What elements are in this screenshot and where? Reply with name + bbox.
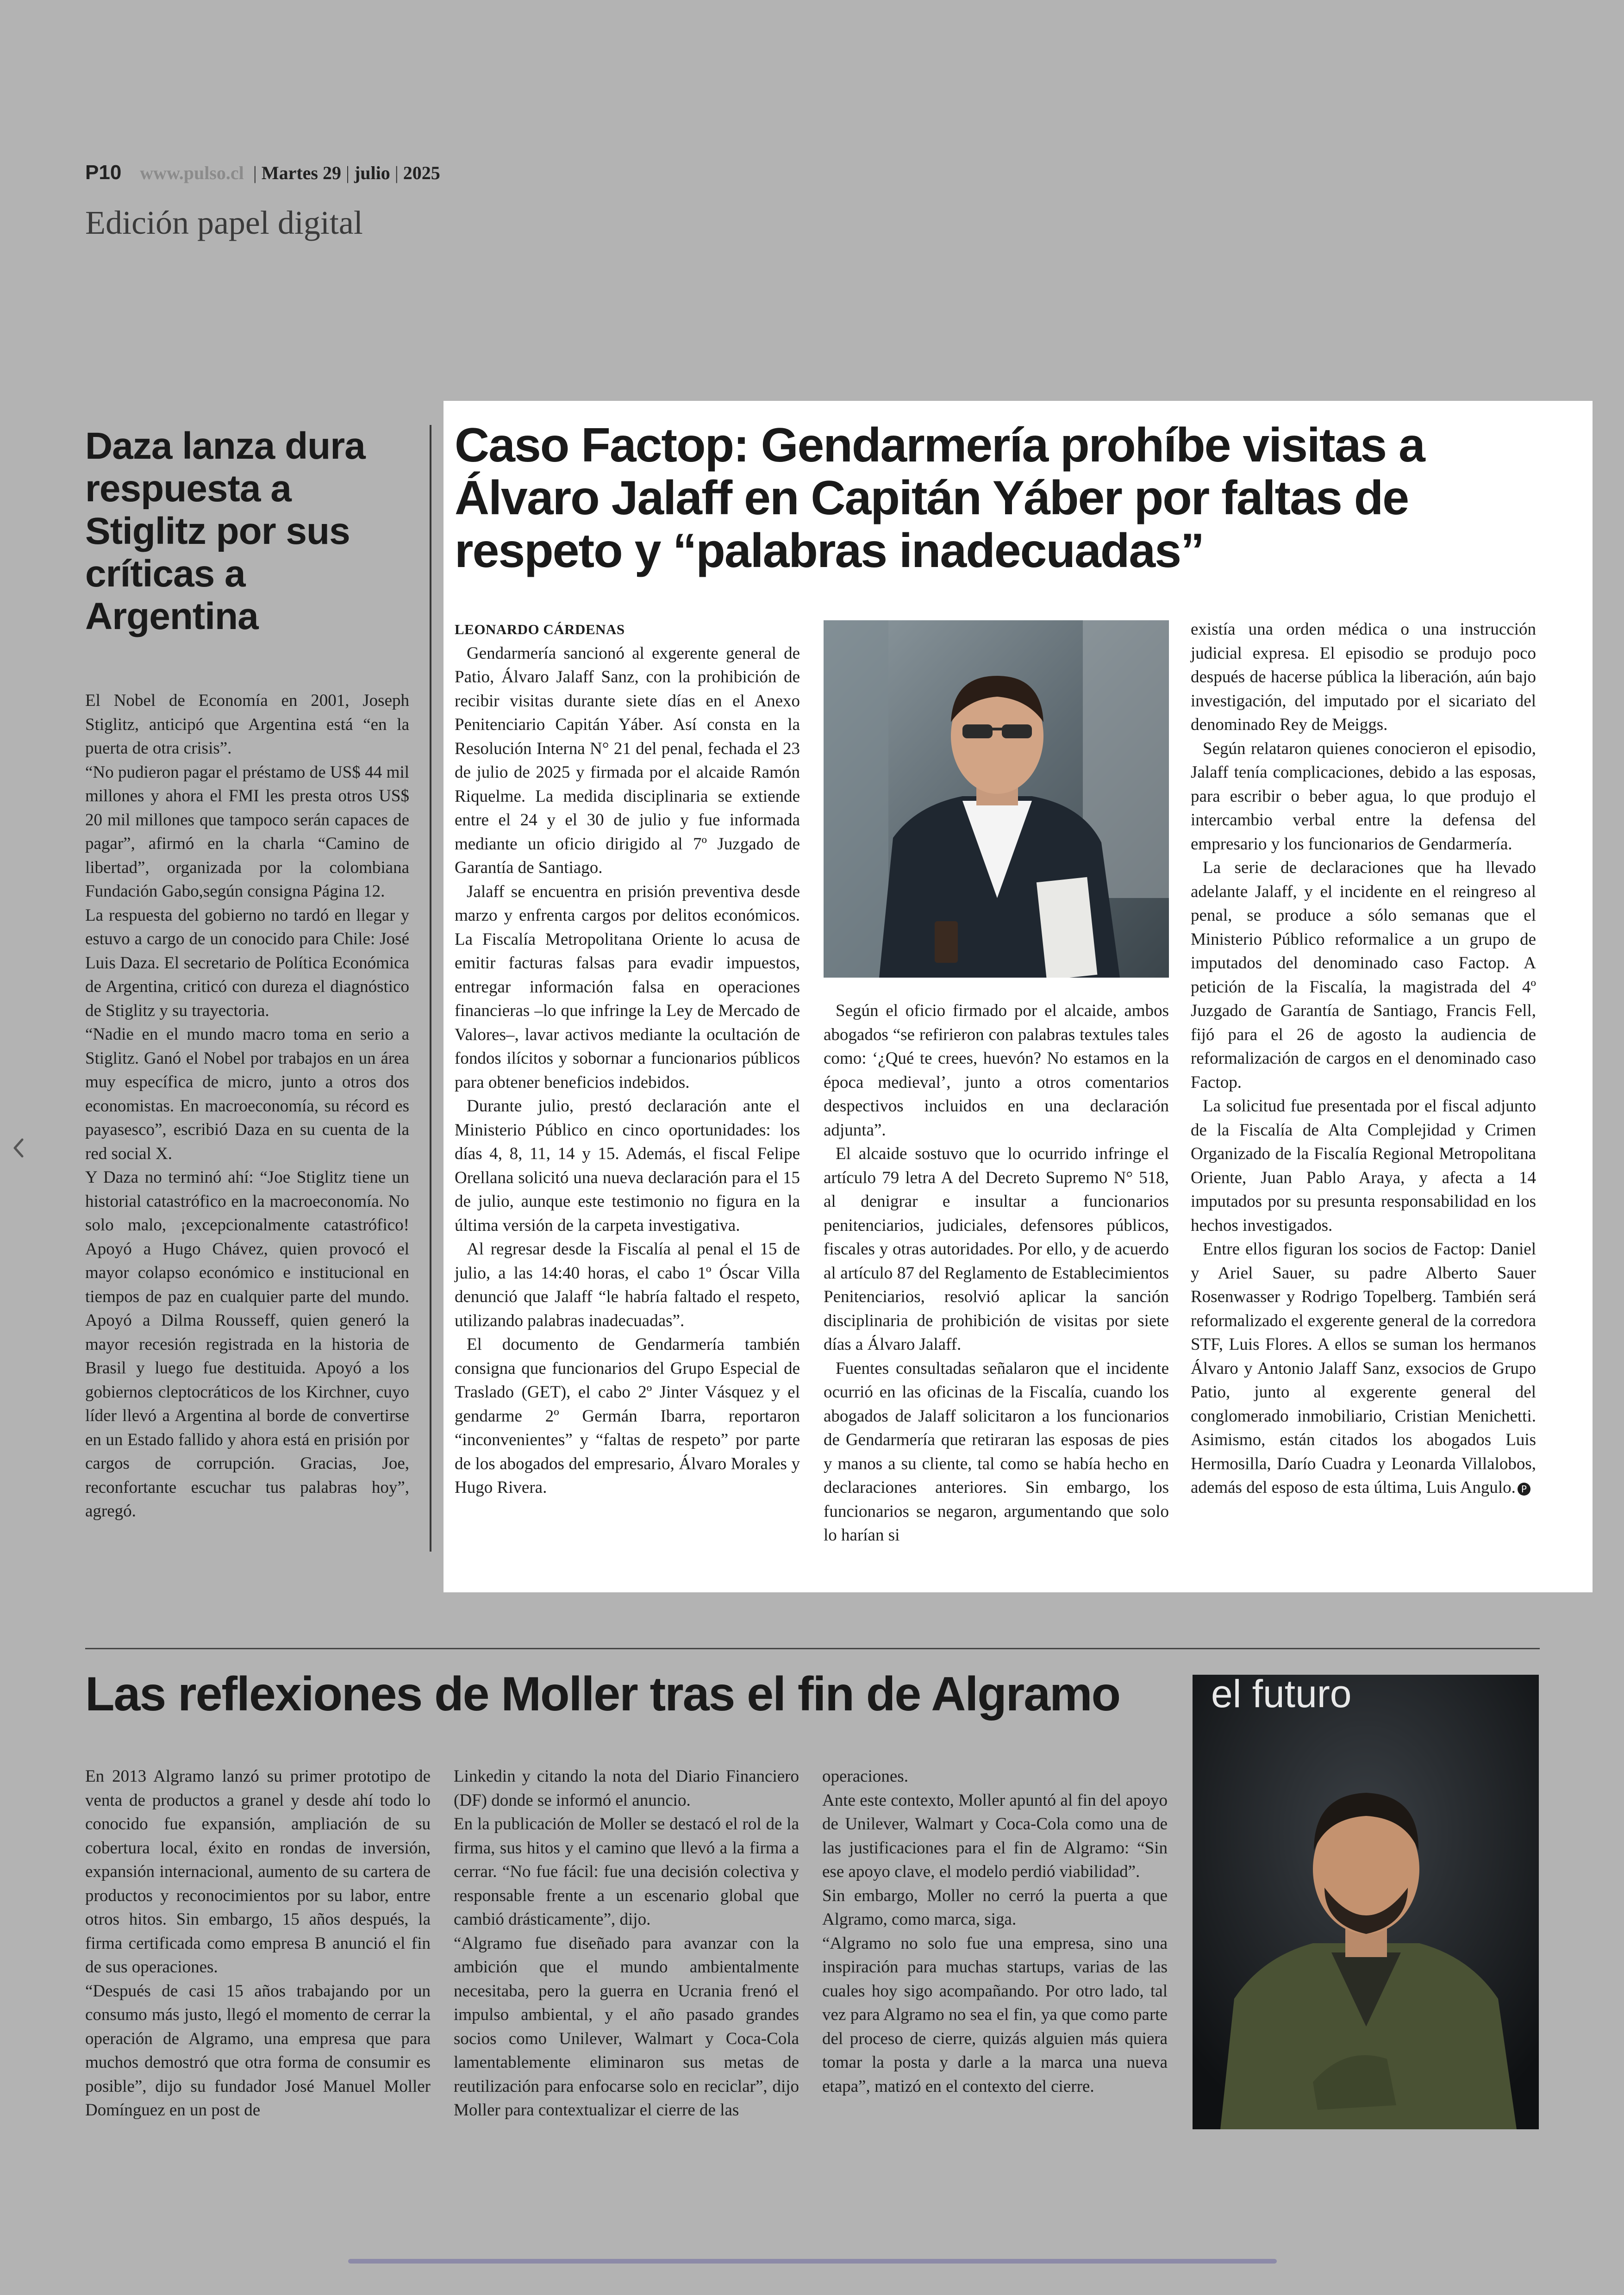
left-story-title: Daza lanza dura respuesta a Stiglitz por sus críticas a Argentina (85, 425, 365, 637)
main-story-column-1 (455, 617, 800, 1500)
paragraph: Al regresar desde la Fiscalía al penal el 15 de julio, a las 14:40 horas, el cabo 1º Óscar Villa denunció que Jalaff “le habría faltado el respeto, utilizando palabras inadecuadas”. (455, 1240, 800, 1330)
paragraph: En 2013 Algramo lanzó su primer prototipo de venta de productos a granel y desde ahí todo lo conocido fue expansión, ampliación de su cobertura local, éxito en rondas de inversión, expansión internacional, aumento de su cartera de productos y reconocimientos por su labor, entre otros hitos. Sin embargo, 15 años después, la firma certificada como empresa B anunció el fin de sus operaciones. (85, 1767, 431, 1977)
paragraph: Según el oficio firmado por el alcaide, ambos abogados “se refirieron con palabras textules tales como: ‘¿Qué te crees, huevón? No estamos en la época medieval’, junto a otros comentarios despectivos incluidos en una declaración adjunta”. (824, 1001, 1169, 1140)
main-story-column-3 (1191, 617, 1536, 1500)
paragraph: Linkedin y citando la nota del Diario Financiero (DF) donde se informó el anuncio. (454, 1767, 799, 1810)
paragraph: La serie de declaraciones que ha llevado adelante Jalaff, y el incidente en el reingreso al penal, se produce a sólo semanas que el Ministerio Público reformalice a un grupo de imputados del denominado caso Factop. A petición de la Fiscalía, la magistrada del 4º Juzgado de Garantía de Santiago, Francis Fell, fijó para el 26 de agosto la audiencia de reformalización de cargos en el denominado caso Factop. (1191, 858, 1536, 1092)
byline: LEONARDO CÁRDENAS (455, 621, 625, 637)
moller-photo (1193, 1675, 1539, 2129)
paragraph: “No pudieron pagar el préstamo de US$ 44 mil millones y ahora el FMI les presta otros US$ 20 mil millones que tampoco serán capaces de pagar”, afirmó en la charla “Camino de libertad”, organizada por la colombiana Fundación Gabo,según consigna Página 12. (85, 762, 409, 901)
previous-page-button[interactable] (8, 1129, 29, 1166)
page-header (85, 161, 440, 184)
bottom-story-column-3 (822, 1765, 1168, 2098)
paragraph: Y Daza no terminó ahí: “Joe Stiglitz tiene un historial catastrófico en la macroeconomía. No solo malo, ¡excepcionalmente catastrófico! Apoyó a Hugo Chávez, quien provocó el mayor colapso económico e institucional en tiempos de paz en cualquier parte del mundo. Apoyó a Dilma Rousseff, quien generó la mayor recesión registrada en la historia de Brasil y luego fue destituida. Apoyó a los gobiernos cleptocráticos de los Kirchner, cuyo líder llevó a Argentina al borde de convertirse en un Estado fallido y ahora está en prisión por cargos de corrupción. Gracias, Joe, reconfortante escuchar tus palabras hoy”, agregó. (85, 1168, 409, 1521)
paragraph-last (1191, 1237, 1536, 1500)
paragraph: Durante julio, prestó declaración ante el Ministerio Público en cinco oportunidades: los días 4, 8, 11, 14 y 15. Además, el fiscal Felipe Orellana solicitó una nueva declaración para el 15 de julio, aunque este testimonio no figura en la última versión de la carpeta investigativa. (455, 1097, 800, 1235)
page-number: P10 (85, 161, 122, 184)
paragraph: Ante este contexto, Moller apuntó al fin del apoyo de Unilever, Walmart y Coca-Cola como una de las justificaciones para el fin de Algramo: “Sin ese apoyo clave, el modelo perdió viabilidad”. (822, 1790, 1168, 1881)
paragraph: El Nobel de Economía en 2001, Joseph Stiglitz, anticipó que Argentina está “en la puerta de otra crisis”. (85, 691, 409, 758)
bottom-story-column-2 (454, 1765, 799, 2122)
paragraph: El documento de Gendarmería también consigna que funcionarios del Grupo Especial de Traslado (GET), el cabo 2º Jinter Vásquez y el gendarme 2º Germán Ibarra, reportaron “inconvenientes” y “faltas de respeto” por parte de los abogados del empresario, Álvaro Morales y Hugo Rivera. (455, 1335, 800, 1497)
paragraph: La solicitud fue presentada por el fiscal adjunto de la Fiscalía de Alta Complejidad y Crimen Organizado de la Fiscalía Regional Metropolitana Oriente, Juan Pablo Araya, y afecta a 14 imputados por su presunta responsabilidad en los hechos investigados. (1191, 1097, 1536, 1235)
jalaff-photo (824, 620, 1169, 978)
paragraph: Sin embargo, Moller no cerró la puerta a que Algramo, como marca, siga. (822, 1886, 1168, 1929)
date-day: Martes 29 (261, 162, 341, 183)
end-mark-icon: P (1518, 1483, 1530, 1496)
photo-illustration (824, 620, 1169, 978)
paragraph: Jalaff se encuentra en prisión preventiva desde marzo y enfrenta cargos por delitos económicos. La Fiscalía Metropolitana Oriente lo acusa de emitir facturas falsas para evadir impuestos, entregar información falsa en operaciones financieras –lo que infringe la Ley de Mercado de Valores–, lavar activos mediante la ocultación de fondos ilícitos y sobornar a funcionarios públicos para obtener beneficios indebidos. (455, 882, 800, 1092)
photo-sign-text: el futuro (1211, 1675, 1352, 1715)
separator: | (394, 162, 399, 183)
left-story-body (85, 689, 409, 1523)
horizontal-scrollbar[interactable] (348, 2259, 1277, 2264)
main-story-column-2 (824, 999, 1169, 1547)
paragraph: “Nadie en el mundo macro toma en serio a Stiglitz. Ganó el Nobel por trabajos en un área muy específica de micro, junto a otros dos economistas. En macroeconomía, su récord es payasesco”, escribió Daza en su cuenta de la red social X. (85, 1025, 409, 1163)
paragraph: “Algramo no solo fue una empresa, sino una inspiración para muchas startups, varias de las cuales hoy sigo acompañando. Por otro lado, tal vez para Algramo no sea el fin, ya que como parte del proceso de cierre, quizás alguien más quiera tomar la posta y darle a la marca una nueva etapa”, matizó en el contexto del cierre. (822, 1933, 1168, 2096)
date-year: 2025 (403, 162, 440, 183)
paragraph: En la publicación de Moller se destacó el rol de la firma, sus hitos y el camino que llevó a la firma a cerrar. “No fue fácil: fue una decisión colectiva y responsable frente a un escenario global que cambió drásticamente”, dijo. (454, 1815, 799, 1929)
paragraph: “Después de casi 15 años trabajando por un consumo más justo, llegó el momento de cerrar la operación de Algramo, una empresa que para muchos demostró que otra forma de consumir es posible”, dijo su fundador José Manuel Moller Domínguez en un post de (85, 1981, 431, 2120)
paragraph: operaciones. (822, 1767, 908, 1786)
paragraph: “Algramo fue diseñado para avanzar con la ambición que el mundo ambientalmente necesitaba, pero la guerra en Ucrania frenó el impulso ambiental, y el año pasado grandes socios como Unilever, Walmart y Coca-Cola lamentablemente eliminaron sus metas de reutilización para enfocarse solo en reciclar”, dijo Moller para contextualizar el cierre de las (454, 1933, 799, 2120)
paragraph: Gendarmería sancionó al exgerente general de Patio, Álvaro Jalaff Sanz, con la prohibición de recibir visitas durante siete días en el Anexo Penitenciario Capitán Yáber. Así consta en la Resolución Interna N° 21 del penal, fechada el 23 de julio de 2025 y firmada por el alcaide Ramón Riquelme. La medida disciplinaria se extiende entre el 24 y el 30 de julio y fue informada mediante un oficio dirigido al 7º Juzgado de Garantía de Santiago. (455, 643, 800, 877)
paragraph: Según relataron quienes conocieron el episodio, Jalaff tenía complicaciones, debido a las esposas, para escribir o beber agua, lo que produjo el intercambio verbal entre la defensa del empresario y los funcionarios de Gendarmería. (1191, 739, 1536, 854)
paragraph-text: Entre ellos figuran los socios de Factop: Daniel y Ariel Sauer, su padre Alberto Sauer Rosenwasser y Rodrigo Topelberg. También será reformalizado el exgerente general de la corredora STF, Luis Flores. A ellos se suman los hermanos Álvaro y Antonio Jalaff Sanz, exsocios de Grupo Patio, junto al exgerente general del conglomerado inmobiliario, Cristian Menichetti. Asimismo, están citados los abogados Luis Hermosilla, Darío Cuadra y Leonarda Villalobos, además del esposo de esta última, Luis Angulo. (1191, 1240, 1536, 1497)
separator: | (253, 162, 257, 183)
section-divider (85, 1648, 1540, 1649)
paragraph: El alcaide sostuvo que lo ocurrido infringe el artículo 79 letra A del Decreto Supremo N° 518, al denigrar e insultar a funcionarios penitenciarios, judiciales, defensores públicos, fiscales y otras autoridades. Por ello, y de acuerdo al artículo 87 del Reglamento de Establecimientos Penitenciarios, resolvió aplicar la sanción disciplinaria de prohibición de visitas por siete días a Álvaro Jalaff. (824, 1144, 1169, 1354)
date-month: julio (354, 162, 390, 183)
paragraph: La respuesta del gobierno no tardó en llegar y estuvo a cargo de un conocido para Chile: José Luis Daza. El secretario de Política Económica de Argentina, criticó con dureza el diagnóstico de Stiglitz y su trayectoria. (85, 905, 409, 1020)
chevron-left-icon (8, 1129, 29, 1166)
paragraph: Fuentes consultadas señalaron que el incidente ocurrió en las oficinas de la Fiscalía, cuando los abogados de Jalaff solicitaron a los funcionarios de Gendarmería que retiraran las esposas de pies y manos a su cliente, tal como se había hecho en declaraciones anteriores. Sin embargo, los funcionarios se negaron, argumentando que solo lo harían si (824, 1359, 1169, 1545)
column-divider (430, 425, 431, 1552)
edition-label: Edición papel digital (85, 204, 363, 241)
paragraph: existía una orden médica o una instrucción judicial expresa. El episodio se produjo poco después de hacerse pública la liberación, aún bajo investigación, del imputado por el sicariato del denominado Rey de Meiggs. (1191, 620, 1536, 734)
main-story-title: Caso Factop: Gendarmería prohíbe visitas a Álvaro Jalaff en Capitán Yáber por faltas de respeto y “palabras inadecuadas” (455, 418, 1424, 578)
separator: | (345, 162, 350, 183)
bottom-story-title: Las reflexiones de Moller tras el fin de Algramo (85, 1667, 1120, 1721)
photo-illustration (1193, 1675, 1539, 2129)
site-url: www.pulso.cl (140, 162, 244, 183)
bottom-story-column-1 (85, 1765, 431, 2122)
